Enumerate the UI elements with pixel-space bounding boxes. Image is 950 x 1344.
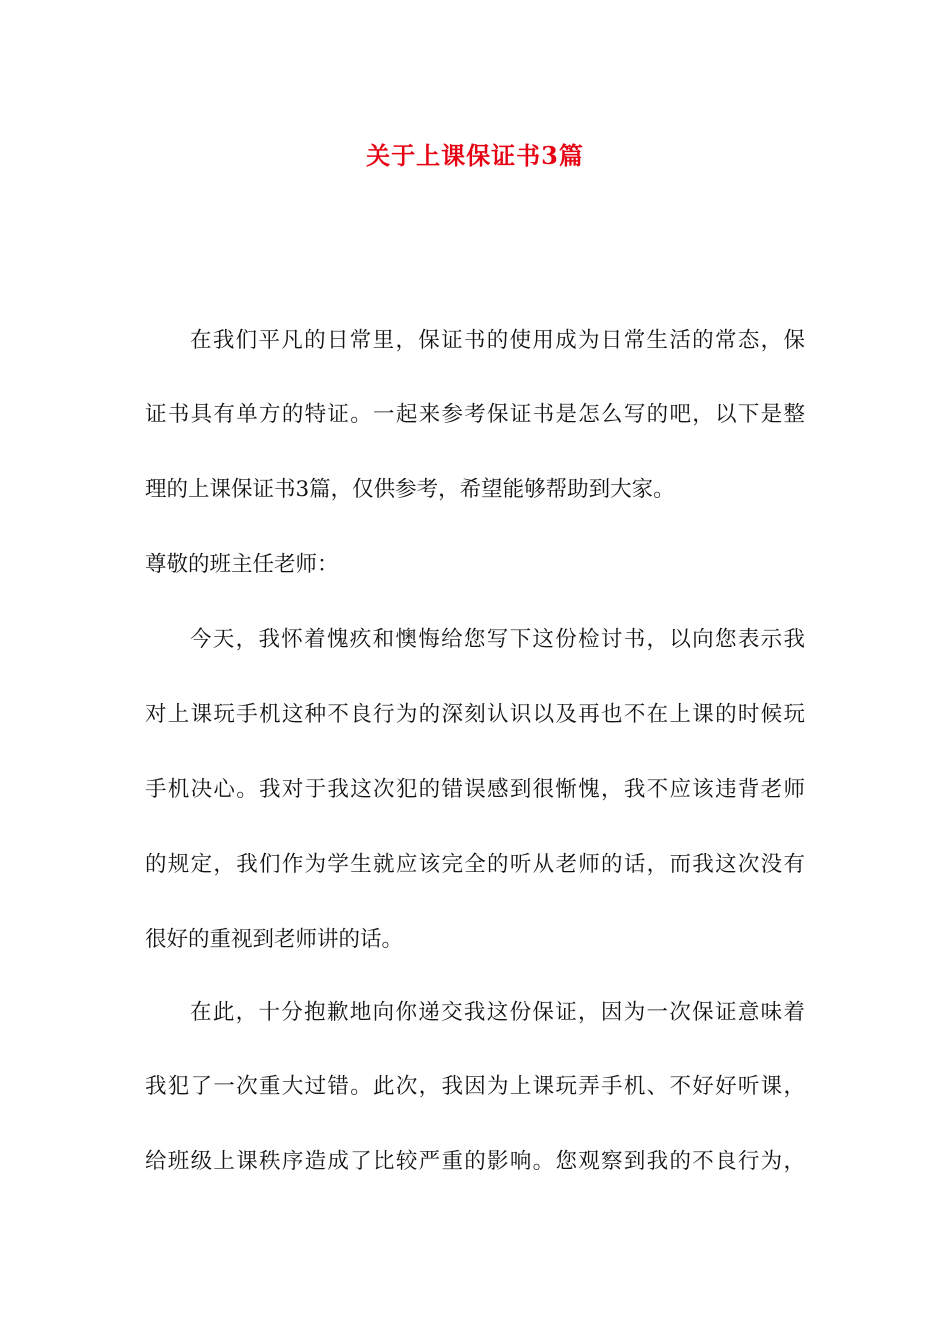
document-title: 关于上课保证书3篇	[366, 141, 584, 170]
paragraph-line: 我犯了一次重大过错。此次，我因为上课玩弄手机、不好好听课，	[145, 1074, 805, 1099]
paragraph-line: 理的上课保证书3篇，仅供参考，希望能够帮助到大家。	[145, 477, 675, 502]
paragraph-line: 对上课玩手机这种不良行为的深刻认识以及再也不在上课的时候玩	[145, 702, 805, 727]
salutation: 尊敬的班主任老师：	[145, 552, 339, 577]
paragraph-line: 给班级上课秩序造成了比较严重的影响。您观察到我的不良行为，	[145, 1149, 805, 1174]
paragraph-line: 在此，十分抱歉地向你递交我这份保证，因为一次保证意味着	[190, 1000, 805, 1025]
paragraph-line: 今天，我怀着愧疚和懊悔给您写下这份检讨书，以向您表示我	[190, 627, 805, 652]
paragraph-line: 手机决心。我对于我这次犯的错误感到很惭愧，我不应该违背老师	[145, 777, 805, 802]
paragraph-line: 在我们平凡的日常里，保证书的使用成为日常生活的常态，保	[190, 328, 805, 353]
paragraph-line: 证书具有单方的特证。一起来参考保证书是怎么写的吧，以下是整	[145, 402, 805, 427]
paragraph-line: 很好的重视到老师讲的话。	[145, 927, 404, 952]
paragraph-line: 的规定，我们作为学生就应该完全的听从老师的话，而我这次没有	[145, 852, 805, 877]
